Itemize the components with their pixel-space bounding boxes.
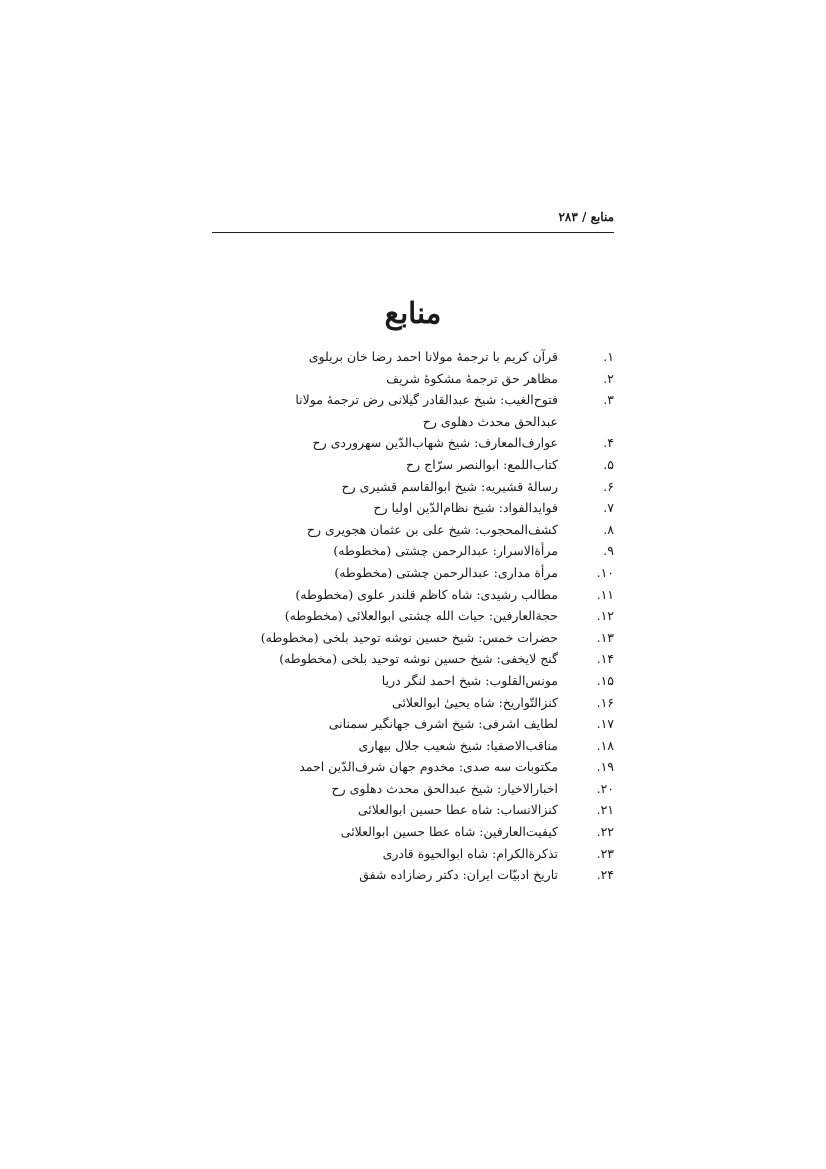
reference-number: ۱۴. (596, 651, 614, 667)
reference-item (250, 843, 614, 865)
reference-text: کنزالتّواریخ: شاه یحییٰ ابوالعلائی (392, 694, 558, 710)
reference-number: ۳. (603, 392, 614, 408)
running-header (212, 206, 614, 233)
reference-number: ۱۳. (596, 629, 614, 645)
running-header-text: منابع / ۲۸۳ (558, 210, 614, 224)
reference-text: مطالب رشیدی: شاه کاظم قلندر علوی (مخطوطه) (295, 586, 558, 602)
reference-number: ۱. (603, 349, 614, 364)
reference-item (250, 864, 614, 886)
reference-text: مونس‌القلوب: شیخ احمد لنگر دریا (381, 672, 558, 688)
reference-item (250, 799, 614, 821)
reference-item (250, 519, 614, 541)
reference-text: اخبارالاخیار: شیخ عبدالحق محدث دهلوی رح (331, 780, 558, 796)
reference-item (250, 389, 614, 432)
reference-text: حجة‌العارفین: حیات الله چشتی ابوالعلائی (مخطوطه) (284, 608, 558, 624)
reference-item (250, 562, 614, 584)
reference-text: مکتوبات سه صدی: مخدوم جهان شرف‌الدّین احمد (299, 759, 558, 775)
references-list (250, 346, 614, 886)
reference-item (250, 476, 614, 498)
reference-text: مناقب‌الاصفیا: شیخ شعیب جلال بیهاری (358, 737, 558, 753)
reference-item (250, 346, 614, 368)
reference-number: ۲۳. (596, 845, 614, 861)
reference-text: مظاهر حق ترجمۀ مشکوۀ شریف (386, 370, 558, 386)
reference-number: ۱۱. (596, 586, 614, 602)
reference-text: قرآن کریم با ترجمۀ مولانا احمد رضا خان بریلوی (308, 349, 558, 364)
reference-item (250, 735, 614, 757)
reference-number: ۱۷. (596, 716, 614, 732)
reference-item (250, 368, 614, 390)
reference-item (250, 756, 614, 778)
reference-text: کتاب‌اللمع: ابوالنصر سرّاج رح (406, 456, 558, 472)
reference-number: ۲۱. (596, 802, 614, 818)
reference-item (250, 497, 614, 519)
reference-item (250, 778, 614, 800)
reference-text: لطایف اشرفی: شیخ اشرف جهانگیر سمنانی (328, 716, 558, 732)
reference-number: ۸. (603, 521, 614, 537)
reference-text: حضرات خمس: شیخ حسین نوشه توحید بلخی (مخطوطه) (260, 629, 558, 645)
reference-number: ۲. (603, 370, 614, 386)
reference-text: تاریخ ادبیّات ایران: دکتر رضازاده شفق (359, 867, 558, 883)
reference-number: ۱۵. (596, 672, 614, 688)
reference-text: کشف‌المحجوب: شیخ علی بن عثمان هجویری رح (306, 521, 558, 537)
reference-text: کیفیت‌العارفین: شاه عطا حسین ابوالعلائی (340, 824, 558, 840)
reference-text: فوایدالفواد: شیخ نظام‌الدّین اولیا رح (373, 500, 558, 516)
reference-item (250, 605, 614, 627)
reference-item (250, 584, 614, 606)
reference-text: گنج لایخفی: شیخ حسین نوشه توحید بلخی (مخطوطه) (279, 651, 558, 667)
reference-number: ۲۴. (596, 867, 614, 883)
reference-number: ۱۹. (596, 759, 614, 775)
reference-number: ۱۶. (596, 694, 614, 710)
reference-item (250, 432, 614, 454)
reference-number: ۴. (603, 435, 614, 451)
reference-number: ۱۸. (596, 737, 614, 753)
reference-item (250, 454, 614, 476)
reference-number: ۱۲. (596, 608, 614, 624)
reference-item (250, 648, 614, 670)
reference-item (250, 670, 614, 692)
reference-text: فتوح‌الغیب: شیخ عبدالقادر گیلانی رض ترجمۀ مولانا عبدالحق محدث دهلوی رح (295, 392, 558, 429)
reference-number: ۶. (603, 478, 614, 494)
reference-number: ۲۰. (596, 780, 614, 796)
reference-item (250, 821, 614, 843)
reference-text: رسالۀ قشیریه: شیخ ابوالقاسم قشیری رح (341, 478, 558, 494)
reference-text: کنزالانساب: شاه عطا حسین ابوالعلائی (357, 802, 558, 818)
reference-text: تذکرة‌الکرام: شاه ابوالحیوة قادری (382, 845, 558, 861)
reference-text: مرأة‌الاسرار: عبدالرحمن چشتی (مخطوطه) (333, 543, 558, 559)
page-title: منابع (384, 296, 442, 330)
reference-number: ۲۲. (596, 824, 614, 840)
reference-item (250, 692, 614, 714)
reference-text: عوارف‌المعارف: شیخ شهاب‌الدّین سهروردی رح (312, 435, 558, 451)
reference-item (250, 713, 614, 735)
reference-item (250, 627, 614, 649)
reference-number: ۵. (603, 456, 614, 472)
reference-text: مرأة مداری: عبدالرحمن چشتی (مخطوطه) (334, 564, 558, 580)
reference-number: ۹. (603, 543, 614, 559)
reference-number: ۱۰. (596, 564, 614, 580)
reference-number: ۷. (603, 500, 614, 516)
reference-item (250, 540, 614, 562)
